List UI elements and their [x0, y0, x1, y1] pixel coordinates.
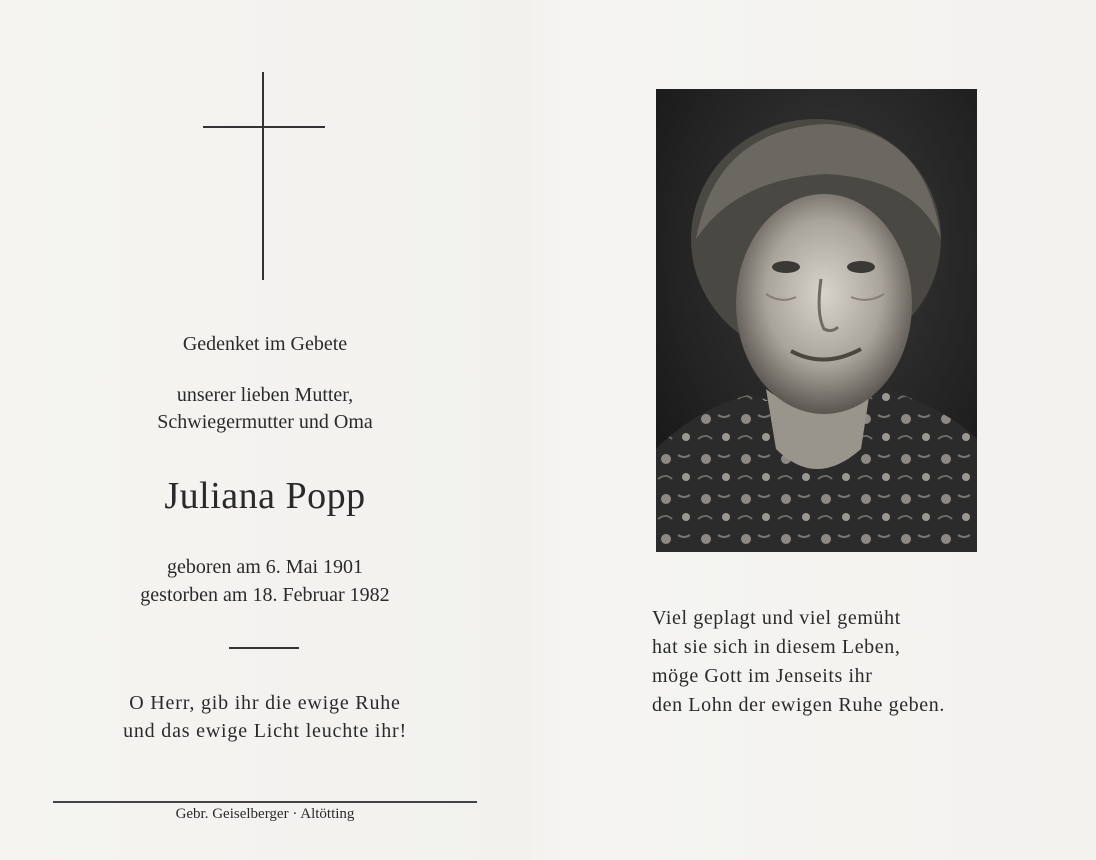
printer-imprint: Gebr. Geiselberger · Altötting: [175, 806, 355, 822]
cross-horizontal-bar: [203, 126, 325, 128]
cross-vertical-bar: [262, 72, 264, 280]
poem-line-4: den Lohn der ewigen Ruhe geben.: [652, 694, 945, 716]
portrait-photo: [656, 89, 977, 552]
relation-line-2: Schwiegermutter und Oma: [157, 411, 373, 433]
relation-line-1: unserer lieben Mutter,: [176, 384, 354, 406]
birth-date: geboren am 6. Mai 1901: [166, 556, 364, 578]
prayer-line-1: O Herr, gib ihr die ewige Ruhe: [129, 692, 401, 714]
poem: [652, 604, 945, 720]
poem-line-3: möge Gott im Jenseits ihr: [652, 665, 873, 687]
intro-text: Gedenket im Gebete: [182, 333, 348, 355]
deceased-name: Juliana Popp: [164, 475, 366, 517]
death-date: gestorben am 18. Februar 1982: [140, 584, 390, 606]
divider-short: [229, 647, 299, 649]
poem-line-1: Viel geplagt und viel gemüht: [652, 607, 901, 629]
footer-rule: [53, 801, 477, 803]
prayer-line-2: und das ewige Licht leuchte ihr!: [123, 720, 407, 742]
portrait-illustration: [656, 89, 977, 552]
poem-line-2: hat sie sich in diesem Leben,: [652, 636, 901, 658]
cross-icon: [203, 72, 325, 280]
